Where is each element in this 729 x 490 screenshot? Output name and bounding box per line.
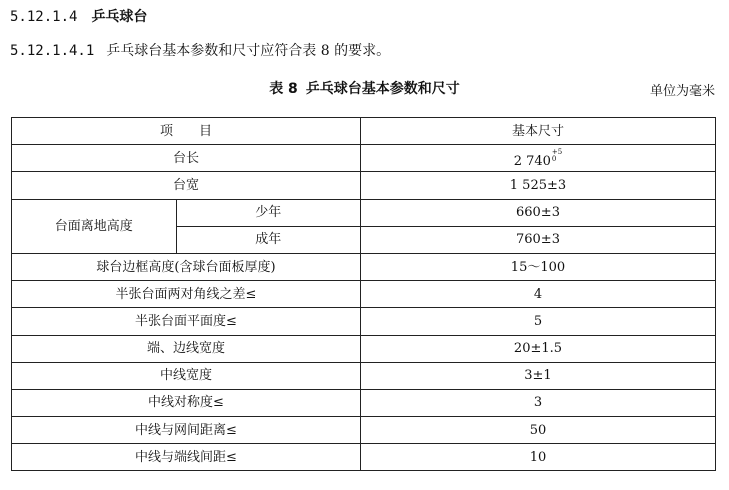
clause-text: 乒乓球台基本参数和尺寸应符合表 8 的要求。 [106, 43, 391, 59]
table-row [12, 145, 716, 172]
row-label: 台宽 [12, 172, 361, 199]
table-row [12, 308, 716, 335]
table-row [12, 389, 716, 416]
section-number: 5.12.1.4 [10, 9, 78, 25]
header-item: 项 目 [12, 118, 361, 145]
row-value: 20±1.5 [360, 335, 715, 362]
clause-paragraph [10, 40, 390, 60]
row-label: 中线与网间距离≤ [12, 417, 361, 444]
table-row [12, 335, 716, 362]
tolerance-lower: 0 [551, 154, 557, 163]
table-caption [0, 78, 729, 98]
row-label: 中线宽度 [12, 362, 361, 389]
row-label: 中线对称度≤ [12, 389, 361, 416]
row-label: 半张台面平面度≤ [12, 308, 361, 335]
tolerance-upper: +5 [551, 147, 563, 156]
row-label: 球台边框高度(含球台面板厚度) [12, 253, 361, 280]
sub-label: 少年 [176, 199, 360, 226]
tolerance [552, 149, 562, 163]
row-label: 台长 [12, 145, 361, 172]
sub-label: 成年 [176, 226, 360, 253]
table-caption-title: 乒乓球台基本参数和尺寸 [305, 81, 460, 97]
row-value [360, 145, 715, 172]
table-row [12, 362, 716, 389]
length-value: 2 740 [513, 153, 551, 169]
table-caption-label: 表 8 [269, 81, 298, 97]
row-label: 端、边线宽度 [12, 335, 361, 362]
row-value: 4 [360, 281, 715, 308]
table-header-row [12, 118, 716, 145]
row-label: 中线与端线间距≤ [12, 444, 361, 471]
row-value: 760±3 [360, 226, 715, 253]
row-value: 5 [360, 308, 715, 335]
row-label: 半张台面两对角线之差≤ [12, 281, 361, 308]
row-value: 50 [360, 417, 715, 444]
clause-number: 5.12.1.4.1 [10, 43, 95, 59]
header-value: 基本尺寸 [360, 118, 715, 145]
row-label: 台面离地高度 [12, 199, 177, 253]
row-value: 3±1 [360, 362, 715, 389]
row-value: 660±3 [360, 199, 715, 226]
row-value: 3 [360, 389, 715, 416]
table-row [12, 253, 716, 280]
row-value: 1 525±3 [360, 172, 715, 199]
spec-table [11, 117, 716, 471]
row-value: 10 [360, 444, 715, 471]
row-value: 15～100 [360, 253, 715, 280]
table-row [12, 172, 716, 199]
table-row [12, 199, 716, 226]
table-row [12, 281, 716, 308]
table-row [12, 444, 716, 471]
section-title: 乒乓球台 [91, 9, 148, 25]
unit-note: 单位为毫米 [649, 84, 715, 99]
table-row [12, 417, 716, 444]
section-heading [10, 6, 147, 26]
